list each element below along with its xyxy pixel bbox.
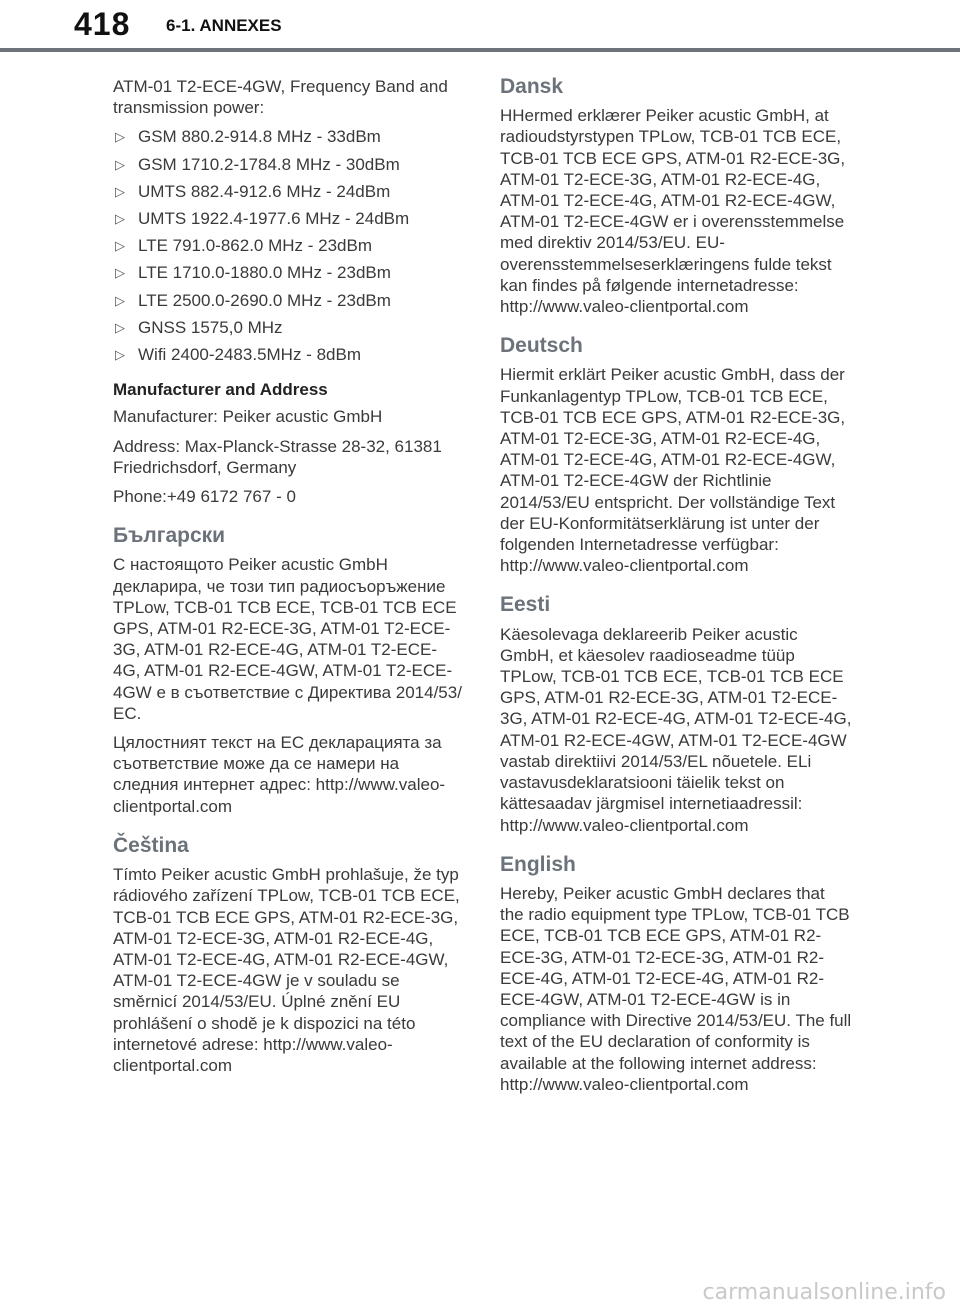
heading-estonian: Eesti <box>500 593 551 617</box>
triangle-right-icon: ▷ <box>115 319 125 335</box>
triangle-right-icon: ▷ <box>115 265 125 281</box>
heading-german: Deutsch <box>500 334 583 358</box>
header-rule <box>0 48 960 52</box>
list-item: ▷ GSM 880.2-914.8 MHz - 33dBm <box>115 127 381 147</box>
frequency-band-list <box>113 126 463 365</box>
list-item: ▷ UMTS 882.4-912.6 MHz - 24dBm <box>115 181 391 201</box>
frequency-intro: ATM-01 T2-ECE-4GW, Frequency Band and transmission power: <box>113 77 448 118</box>
heading-danish: Dansk <box>500 75 564 98</box>
manufacturer-address: Address: Max-Planck-Strasse 28-32, 61381 Friedrichsdorf, Germany <box>113 436 442 477</box>
list-item: ▷ LTE 2500.0-2690.0 MHz - 23dBm <box>115 290 391 310</box>
paragraph-czech: Tímto Peiker acustic GmbH prohlašuje, že typ rádiového zařízení TPLow, TCB-01 TCB ECE, TCB-01 TCB ECE GPS, ATM-01 R2-ECE-3G, ATM-01 T2-ECE-3G, ATM-01 R2-ECE-4G, ATM-01 T2-ECE-4G, ATM-01 R2-ECE-4GW, ATM-01 T2-ECE-4GW je v souladu se směrnicí 2014/53/EU. Úplné znění EU prohlášení o shodě je k dispozici na této internetové adrese: http://www.valeo-clientportal.com <box>113 865 460 1075</box>
paragraph-danish: HHermed erklærer Peiker acustic GmbH, at radioudstyrstypen TPLow, TCB-01 TCB ECE, TCB-01 TCB ECE GPS, ATM-01 R2-ECE-3G, ATM-01 T2-ECE-3G, ATM-01 R2-ECE-4G, ATM-01 T2-ECE-4G, ATM-01 R2-ECE-4GW, ATM-01 T2-ECE-4GW er i overensstemmelse med direktiv 2014/53/EU. EU-overensstemmelseserklæringens fulde tekst kan findes på følgende internetadresse: http://www.valeo-clientportal.com <box>500 106 846 317</box>
heading-english: English <box>500 852 576 876</box>
list-item: ▷ LTE 1710.0-1880.0 MHz - 23dBm <box>115 263 391 283</box>
triangle-right-icon: ▷ <box>115 129 125 145</box>
triangle-right-icon: ▷ <box>115 211 125 227</box>
right-column <box>500 76 852 1103</box>
manufacturer-phone: Phone:+49 6172 767 - 0 <box>113 487 296 507</box>
page-number: 418 <box>74 6 131 42</box>
section-title: 6-1. ANNEXES <box>166 16 282 35</box>
paragraph-english: Hereby, Peiker acustic GmbH declares that the radio equipment type TPLow, TCB-01 TCB ECE, TCB-01 TCB ECE GPS, ATM-01 R2-ECE-3G, ATM-01 T2-ECE-3G, ATM-01 R2-ECE-4G, ATM-01 T2-ECE-4G, ATM-01 R2-ECE-4GW, ATM-01 T2-ECE-4GW is in compliance with Directive 2014/53/EU. The full text of the EU declaration of conformity is available at the following internet address: http://www.valeo-clientportal.com <box>500 883 852 1094</box>
list-item: ▷ UMTS 1922.4-1977.6 MHz - 24dBm <box>115 209 410 229</box>
paragraph-estonian: Käesolevaga deklareerib Peiker acustic GmbH, et käesolev raadioseadme tüüp TPLow, TCB-01 TCB ECE, TCB-01 TCB ECE GPS, ATM-01 R2-ECE-3G, ATM-01 T2-ECE-3G, ATM-01 R2-ECE-4G, ATM-01 T2-ECE-4G, ATM-01 R2-ECE-4GW, ATM-01 T2-ECE-4GW vastab direktiivi 2014/53/EL nõuetele. ELi vastavusdeklaratsiooni täielik tekst on kättesaadav järgmisel internetiaadressil: http://www.valeo-clientportal.com <box>500 624 852 835</box>
heading-bulgarian: Български <box>113 524 226 548</box>
paragraph-german: Hiermit erklärt Peiker acustic GmbH, dass der Funkanlagentyp TPLow, TCB-01 TCB ECE, TCB-01 TCB ECE GPS, ATM-01 R2-ECE-3G, ATM-01 T2-ECE-3G, ATM-01 R2-ECE-4G, ATM-01 T2-ECE-4G, ATM-01 R2-ECE-4GW, ATM-01 T2-ECE-4GW der Richtlinie 2014/53/EU entspricht. Der vollständige Text der EU-Konformitätserklärung ist unter der folgenden Internetadresse verfügbar: http://www.valeo-clientportal.com <box>500 365 846 576</box>
manufacturer-name: Manufacturer: Peiker acustic GmbH <box>113 407 383 427</box>
paragraph-bulgarian-1: С настоящото Peiker acustic GmbH декларира, че този тип радиосъоръжение TPLow, TCB-01 TCB ECE, TCB-01 TCB ECE GPS, ATM-01 R2-ECE-3G, ATM-01 T2-ECE-3G, ATM-01 R2-ECE-4G, ATM-01 T2-ECE-4G, ATM-01 R2-ECE-4GW, ATM-01 T2-ECE-4GW е в съответствие с Директива 2014/53/ЕС. <box>113 555 462 723</box>
watermark: carmanualsonline.info <box>702 1280 946 1305</box>
triangle-right-icon: ▷ <box>115 347 125 363</box>
manufacturer-heading: Manufacturer and Address <box>113 380 328 400</box>
paragraph-bulgarian-2: Цялостният текст на ЕС декларацията за съответствие може да се намери на следния интернет адрес: http://www.valeo-clientportal.com <box>113 733 446 816</box>
page-header <box>0 0 960 54</box>
list-item: ▷ GNSS 1575,0 MHz <box>115 317 283 337</box>
triangle-right-icon: ▷ <box>115 292 125 308</box>
triangle-right-icon: ▷ <box>115 183 125 199</box>
list-item: ▷ GSM 1710.2-1784.8 MHz - 30dBm <box>115 154 400 174</box>
triangle-right-icon: ▷ <box>115 238 125 254</box>
list-item: ▷ Wifi 2400-2483.5MHz - 8dBm <box>115 345 361 365</box>
left-column <box>113 76 463 1084</box>
triangle-right-icon: ▷ <box>115 156 125 172</box>
heading-czech: Čeština <box>113 833 189 857</box>
list-item: ▷ LTE 791.0-862.0 MHz - 23dBm <box>115 236 373 256</box>
